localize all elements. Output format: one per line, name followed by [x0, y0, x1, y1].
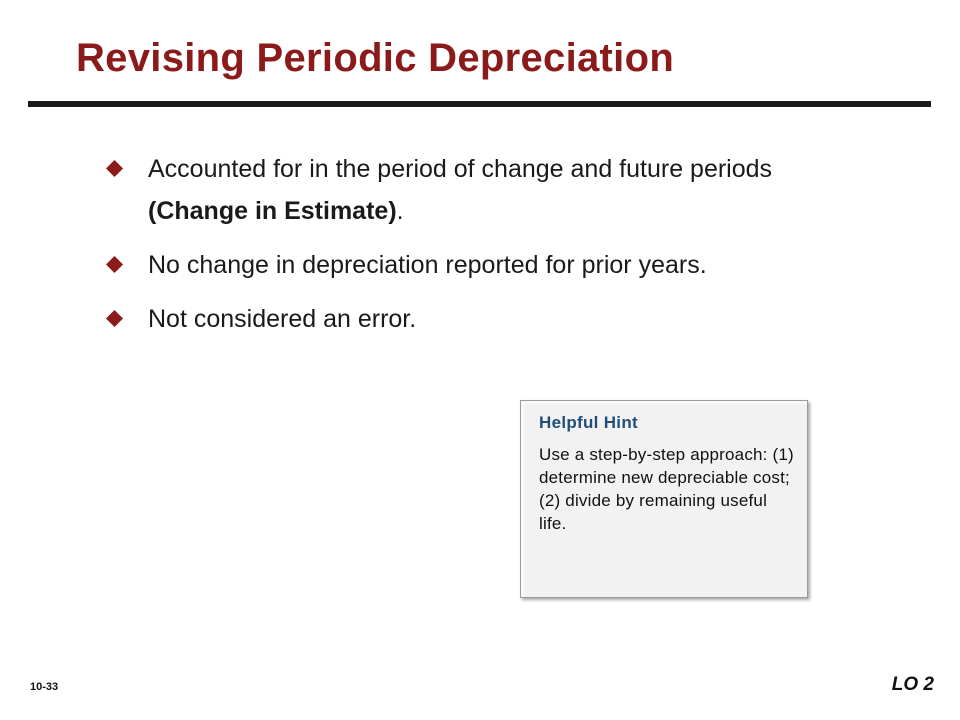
slide-title: Revising Periodic Depreciation: [76, 36, 675, 80]
diamond-bullet-icon: [106, 310, 123, 327]
helpful-hint-box: [520, 400, 808, 598]
bullet-item-prior-years: [104, 244, 864, 286]
bullet-text: Not considered an error.: [148, 305, 417, 333]
bullet-suffix: .: [396, 197, 404, 225]
bullet-text: Accounted for in the period of change and future periods: [148, 155, 773, 183]
helpful-hint-title: Helpful Hint: [539, 413, 638, 432]
bullet-item-change-in-estimate: [104, 148, 864, 232]
bullet-bold-text: (Change in Estimate): [148, 197, 397, 225]
helpful-hint-body: Use a step-by-step approach: (1) determine new depreciable cost; (2) divide by remaining useful life.: [539, 445, 794, 533]
bullet-text: No change in depreciation reported for prior years.: [148, 251, 707, 279]
bullet-item-not-error: [104, 298, 864, 340]
bullet-list: [104, 148, 864, 352]
diamond-bullet-icon: [106, 160, 123, 177]
slide-number: 10-33: [30, 681, 59, 693]
learning-objective-label: LO 2: [891, 674, 934, 695]
diamond-bullet-icon: [106, 256, 123, 273]
title-divider: [28, 101, 931, 107]
